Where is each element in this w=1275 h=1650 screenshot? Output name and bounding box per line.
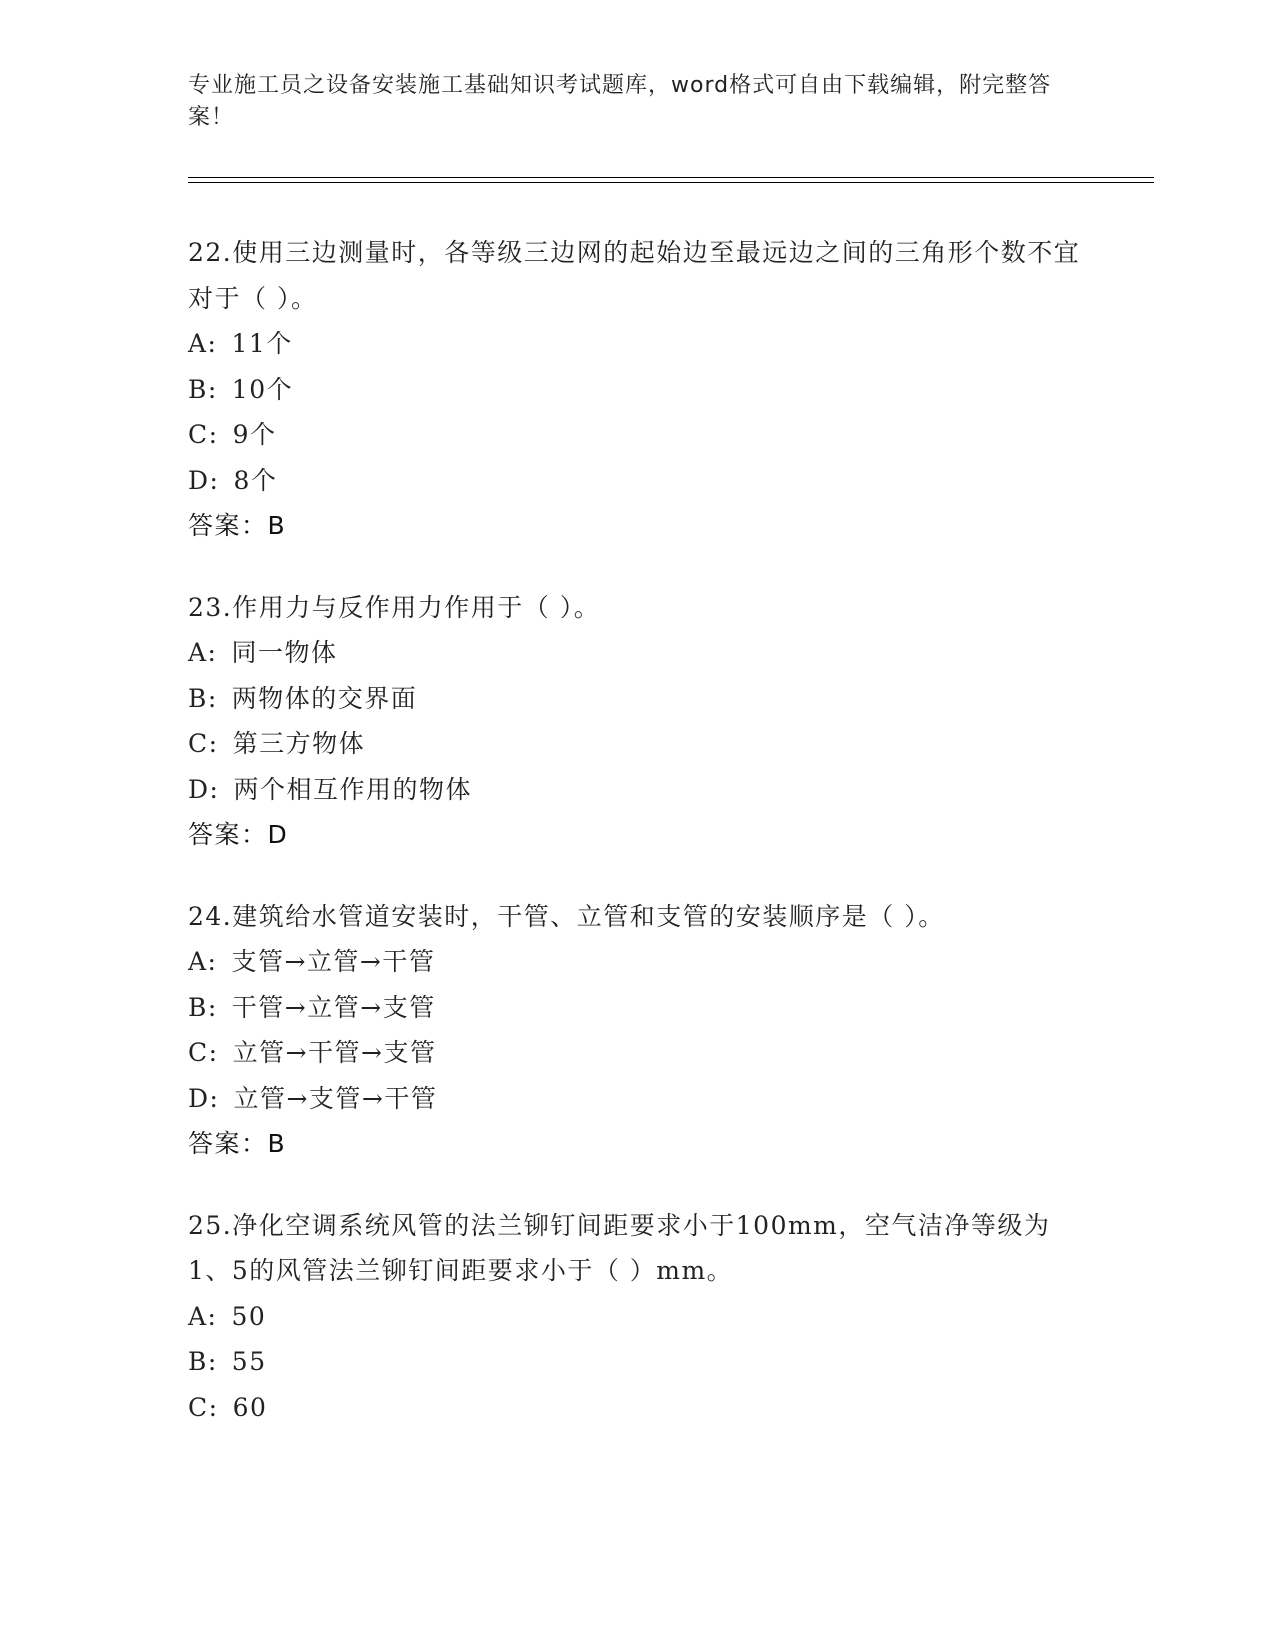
question-list xyxy=(188,230,1088,1466)
option-a xyxy=(188,321,1088,367)
option-key: C: xyxy=(188,1038,219,1067)
option-key: D: xyxy=(188,1083,220,1113)
option-text: 60 xyxy=(232,1392,268,1422)
option-key: B: xyxy=(188,374,218,404)
option-d xyxy=(188,458,1088,504)
option-c xyxy=(188,1385,1088,1431)
option-key: B: xyxy=(188,992,218,1022)
question-24 xyxy=(188,894,1088,1167)
option-b xyxy=(188,367,1088,413)
option-text: 9个 xyxy=(232,420,277,449)
option-text: 干管→立管→支管 xyxy=(231,992,436,1022)
option-text: 8个 xyxy=(233,465,278,495)
option-text: 支管→立管→干管 xyxy=(231,947,436,976)
option-b xyxy=(188,1339,1088,1385)
option-key: B: xyxy=(188,683,218,713)
option-c xyxy=(188,412,1088,458)
header-title: 专业施工员之设备安装施工基础知识考试题库，word格式可自由下载编辑，附完整答案！ xyxy=(188,73,1052,130)
option-key: D: xyxy=(188,774,220,804)
option-key: C: xyxy=(188,729,219,758)
option-text: 55 xyxy=(231,1347,267,1376)
option-key: A: xyxy=(188,947,218,976)
header-divider-top xyxy=(188,177,1154,178)
option-a xyxy=(188,1294,1088,1340)
option-text: 10个 xyxy=(231,374,294,404)
document-header xyxy=(188,70,1088,134)
option-text: 50 xyxy=(231,1301,267,1331)
question-stem: 24.建筑给水管道安装时，干管、立管和支管的安装顺序是（ ）。 xyxy=(188,901,945,931)
question-23 xyxy=(188,585,1088,858)
option-key: B: xyxy=(188,1347,218,1376)
option-a xyxy=(188,630,1088,676)
option-c xyxy=(188,1030,1088,1076)
option-text: 立管→干管→支管 xyxy=(232,1038,437,1067)
option-text: 两个相互作用的物体 xyxy=(233,774,472,804)
question-stem: 25.净化空调系统风管的法兰铆钉间距要求小于100mm，空气洁净等级为1、5的风管法兰铆钉间距要求小于（ ）mm。 xyxy=(188,1210,1051,1285)
header-divider-bottom xyxy=(188,182,1154,183)
question-25 xyxy=(188,1203,1088,1431)
option-d xyxy=(188,1076,1088,1122)
question-stem: 23.作用力与反作用力作用于（ ）。 xyxy=(188,592,601,622)
option-text: 第三方物体 xyxy=(232,729,366,758)
option-key: C: xyxy=(188,420,219,449)
option-b xyxy=(188,985,1088,1031)
option-key: A: xyxy=(188,329,218,358)
option-key: A: xyxy=(188,1301,218,1331)
answer-line: 答案：B xyxy=(188,1129,287,1158)
question-22 xyxy=(188,230,1088,549)
answer-line: 答案：D xyxy=(188,820,289,849)
option-text: 两物体的交界面 xyxy=(231,683,418,713)
option-a xyxy=(188,939,1088,985)
question-stem: 22.使用三边测量时，各等级三边网的起始边至最远边之间的三角形个数不宜对于（ ）。 xyxy=(188,238,1081,313)
answer-line: 答案：B xyxy=(188,511,287,540)
option-c xyxy=(188,721,1088,767)
option-key: D: xyxy=(188,465,220,495)
option-text: 同一物体 xyxy=(231,638,338,667)
option-key: C: xyxy=(188,1392,219,1422)
option-d xyxy=(188,767,1088,813)
option-key: A: xyxy=(188,638,218,667)
option-b xyxy=(188,676,1088,722)
option-text: 立管→支管→干管 xyxy=(233,1083,438,1113)
option-text: 11个 xyxy=(231,329,293,358)
